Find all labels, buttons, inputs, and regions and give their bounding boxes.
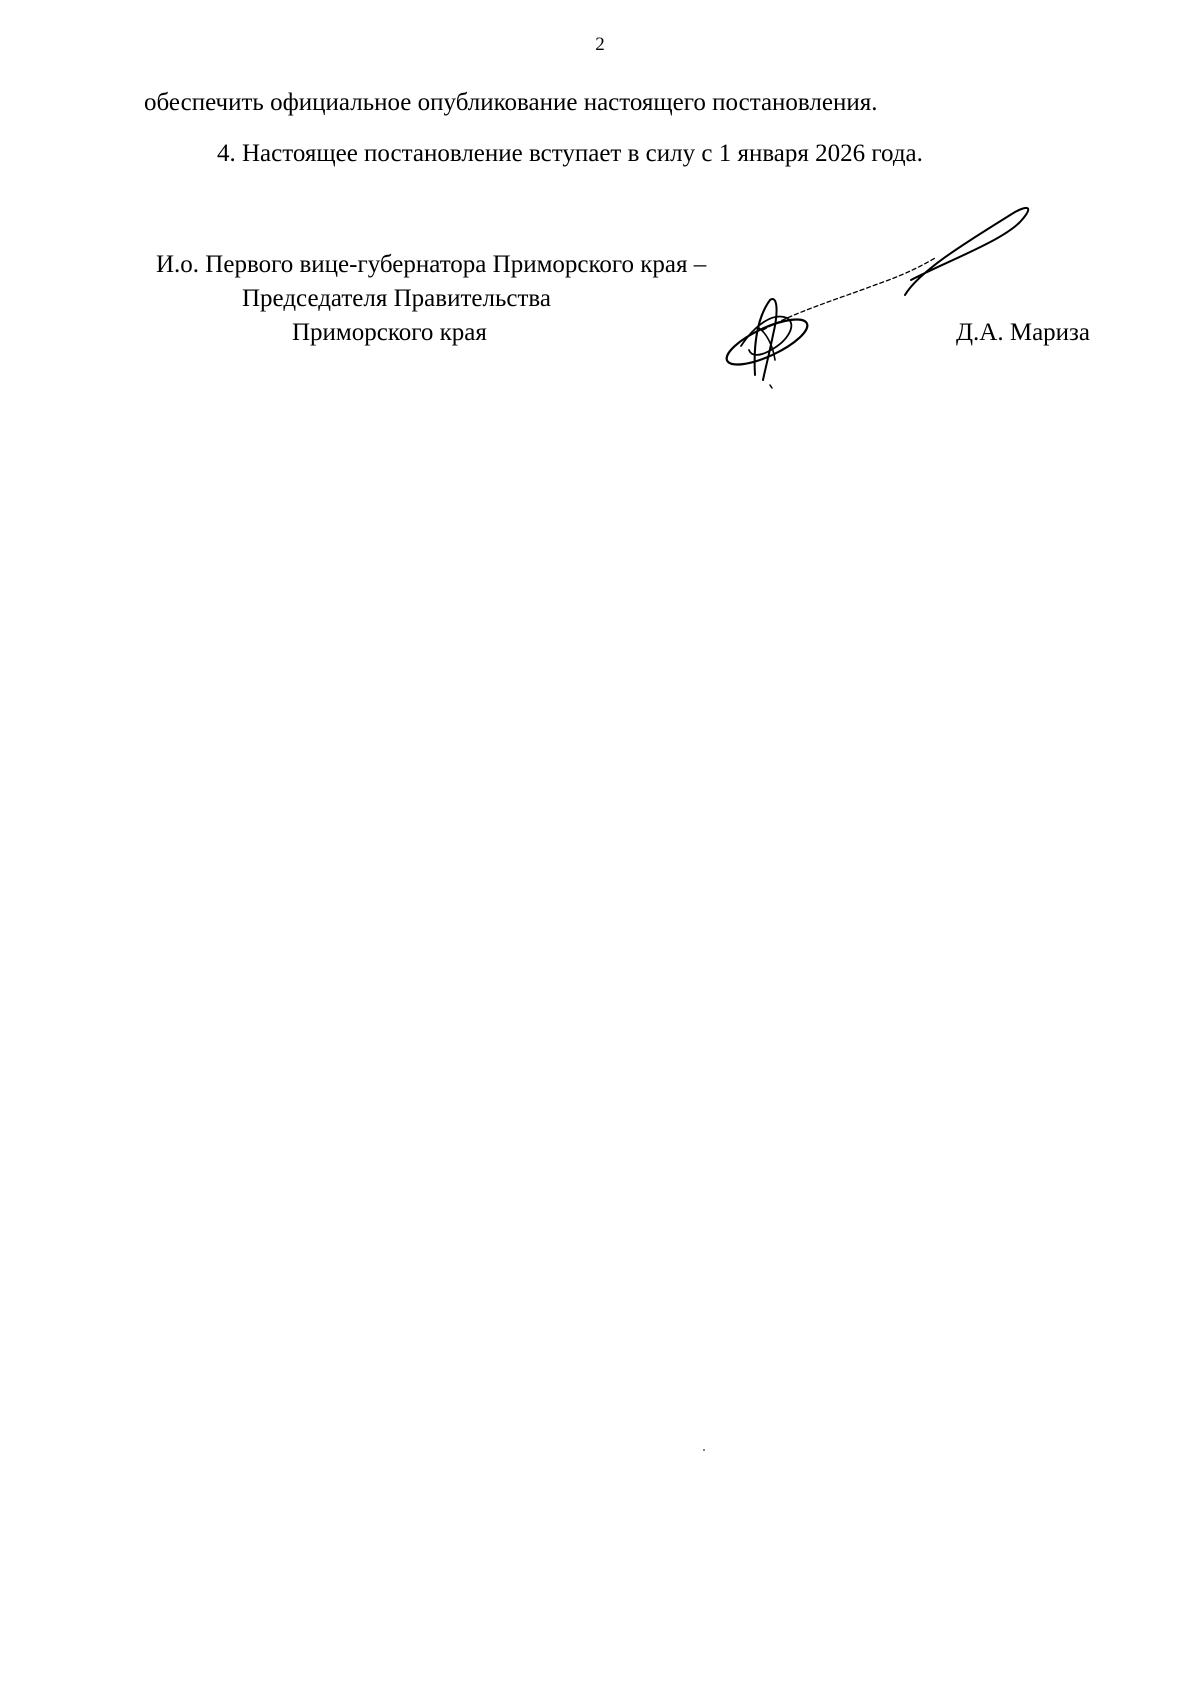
signer-name: Д.А. Мариза	[956, 319, 1091, 346]
paragraph-line-continuation: обеспечить официальное опубликование настоящего постановления.	[144, 89, 878, 116]
paragraph-item-4: 4. Настоящее постановление вступает в силу с 1 января 2026 года.	[217, 140, 923, 167]
signer-title-line-1: И.о. Первого вице-губернатора Приморского края –	[156, 251, 707, 278]
signer-title-line-2: Председателя Правительства	[242, 285, 551, 312]
page-number: 2	[595, 34, 605, 55]
handwritten-signature-icon	[715, 200, 1035, 390]
signer-title-line-3: Приморского края	[292, 319, 487, 346]
scan-artifact-dot	[703, 1449, 705, 1451]
